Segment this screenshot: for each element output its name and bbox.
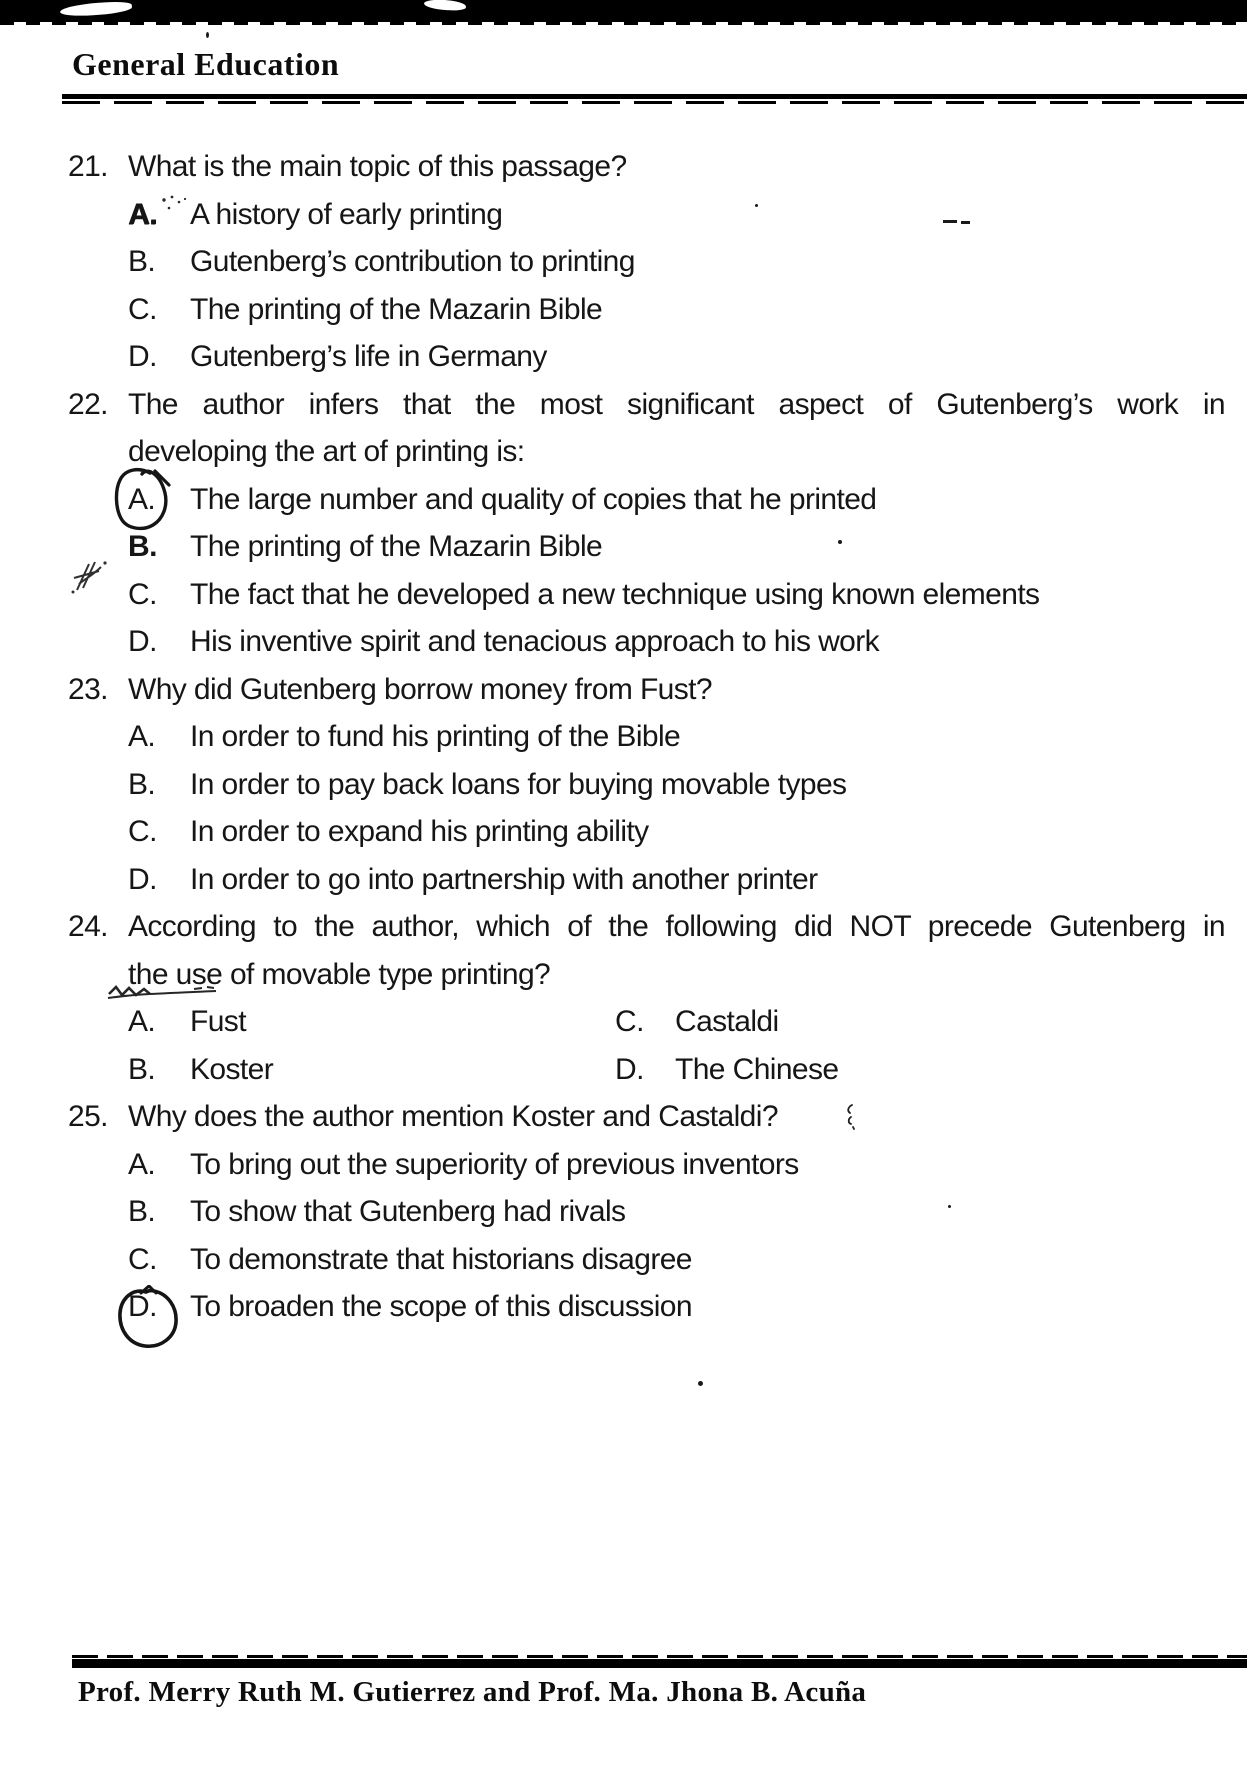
pen-squiggle-mark (843, 1102, 857, 1130)
option-letter: A. (128, 482, 156, 516)
option-text: In order to expand his printing ability (190, 815, 649, 848)
question-24-option-row-1 (68, 998, 1225, 1046)
question-text: Why does the author mention Koster and Castaldi? (128, 1100, 778, 1133)
question-list (68, 143, 1225, 1331)
option-text: Castaldi (675, 1005, 779, 1038)
question-number: 23. (68, 672, 108, 706)
option-letter: A. (128, 720, 156, 753)
question-21-option-a (68, 191, 1225, 239)
footer-authors: Prof. Merry Ruth M. Gutierrez and Prof. Ma. Jhona B. Acuña (78, 1676, 867, 1708)
option-letter: D. (128, 625, 157, 658)
question-21 (68, 143, 1225, 191)
option-text: The fact that he developed a new technique using known elements (190, 577, 1040, 611)
option-letter: C. (128, 292, 157, 326)
footer-rule (72, 1655, 1247, 1668)
option-text: To demonstrate that historians disagree (190, 1242, 692, 1276)
question-23-option-c (68, 808, 1225, 856)
ink-speck (838, 540, 842, 544)
question-25-option-b (68, 1188, 1225, 1236)
question-23-option-d (68, 856, 1225, 904)
ink-speck (206, 32, 209, 38)
option-letter: B. (128, 1195, 156, 1228)
option-column-2 (615, 998, 779, 1046)
option-text: The printing of the Mazarin Bible (190, 530, 603, 563)
question-23-option-a (68, 713, 1225, 761)
question-24-option-row-2 (68, 1046, 1225, 1094)
question-25-option-c (68, 1236, 1225, 1284)
question-24 (68, 903, 1225, 951)
question-21-option-b (68, 238, 1225, 286)
option-letter: D. (128, 1290, 157, 1323)
footer-rule-dotted-line (72, 1655, 1247, 1658)
question-22 (68, 381, 1225, 429)
option-letter: B. (128, 530, 157, 563)
option-text: The large number and quality of copies that he printed (190, 482, 877, 516)
question-24-text-line2: the use of movable type printing? (128, 957, 551, 991)
option-text: In order to fund his printing of the Bible (190, 720, 681, 753)
option-letter: B. (128, 767, 156, 801)
option-letter: A. (128, 197, 157, 231)
scan-white-smudge (60, 1, 133, 18)
option-text: To show that Gutenberg had rivals (190, 1195, 626, 1228)
question-21-option-c (68, 286, 1225, 334)
pencil-margin-scribble (68, 554, 116, 596)
ink-speck (948, 1205, 951, 1208)
question-number: 22. (68, 387, 108, 421)
option-text: In order to go into partnership with another printer (190, 862, 818, 896)
pen-circle-answer-25d (116, 1285, 180, 1349)
scan-top-bar-fray (0, 22, 1247, 25)
ink-speck (755, 204, 758, 207)
option-text: In order to pay back loans for buying movable types (190, 767, 847, 801)
question-number: 21. (68, 150, 108, 183)
option-letter: C. (615, 1005, 644, 1038)
option-text: Koster (190, 1052, 274, 1086)
option-letter: C. (128, 1242, 157, 1276)
option-text: To broaden the scope of this discussion (190, 1290, 692, 1323)
option-text: A history of early printing (190, 197, 503, 231)
option-letter: B. (128, 1052, 156, 1086)
pen-dash-mark (943, 218, 973, 226)
pencil-scribble-above-24a (106, 983, 220, 1003)
question-text: What is the main topic of this passage? (128, 150, 627, 183)
question-23-option-b (68, 761, 1225, 809)
header-rule-broken-line (62, 101, 1247, 104)
option-text: Gutenberg’s contribution to printing (190, 245, 635, 278)
question-25-option-d (68, 1283, 1225, 1331)
header-rule (62, 94, 1247, 104)
option-text: Gutenberg’s life in Germany (190, 340, 547, 373)
option-letter: A. (128, 1005, 156, 1038)
footer-rule-thick-line (72, 1659, 1247, 1668)
option-letter: C. (128, 815, 157, 848)
question-22-option-c (68, 571, 1225, 619)
question-number: 24. (68, 910, 108, 943)
pencil-speck-marks (160, 193, 190, 219)
option-letter: B. (128, 245, 156, 278)
option-text: His inventive spirit and tenacious approach to his work (190, 625, 880, 658)
option-letter: A. (128, 1147, 156, 1181)
section-title: General Education (72, 46, 340, 82)
option-letter: D. (128, 862, 157, 896)
scan-top-bar (0, 0, 1247, 22)
question-22-option-b (68, 523, 1225, 571)
question-text: Why did Gutenberg borrow money from Fust? (128, 672, 712, 706)
question-21-option-d (68, 333, 1225, 381)
scan-white-smudge (424, 0, 466, 11)
option-letter: C. (128, 577, 157, 611)
question-23 (68, 666, 1225, 714)
header-rule-thick-line (62, 94, 1247, 99)
pen-circle-answer-22a (112, 465, 174, 533)
option-letter: D. (615, 1052, 644, 1086)
question-22-text-line2: developing the art of printing is: (128, 435, 525, 468)
question-text: According to the author, which of the following did NOT precede Gutenberg in (128, 910, 1225, 943)
option-letter: D. (128, 340, 157, 373)
option-column-2 (615, 1046, 839, 1094)
question-25 (68, 1093, 1225, 1141)
question-22-option-d (68, 618, 1225, 666)
question-22-option-a (68, 476, 1225, 524)
question-number: 25. (68, 1100, 108, 1133)
option-text: The printing of the Mazarin Bible (190, 292, 603, 326)
question-text: The author infers that the most significant aspect of Gutenberg’s work in (128, 387, 1225, 421)
option-text: The Chinese (675, 1052, 839, 1086)
option-text: To bring out the superiority of previous inventors (190, 1147, 799, 1181)
ink-speck (698, 1381, 703, 1386)
question-25-option-a (68, 1141, 1225, 1189)
option-text: Fust (190, 1005, 246, 1038)
